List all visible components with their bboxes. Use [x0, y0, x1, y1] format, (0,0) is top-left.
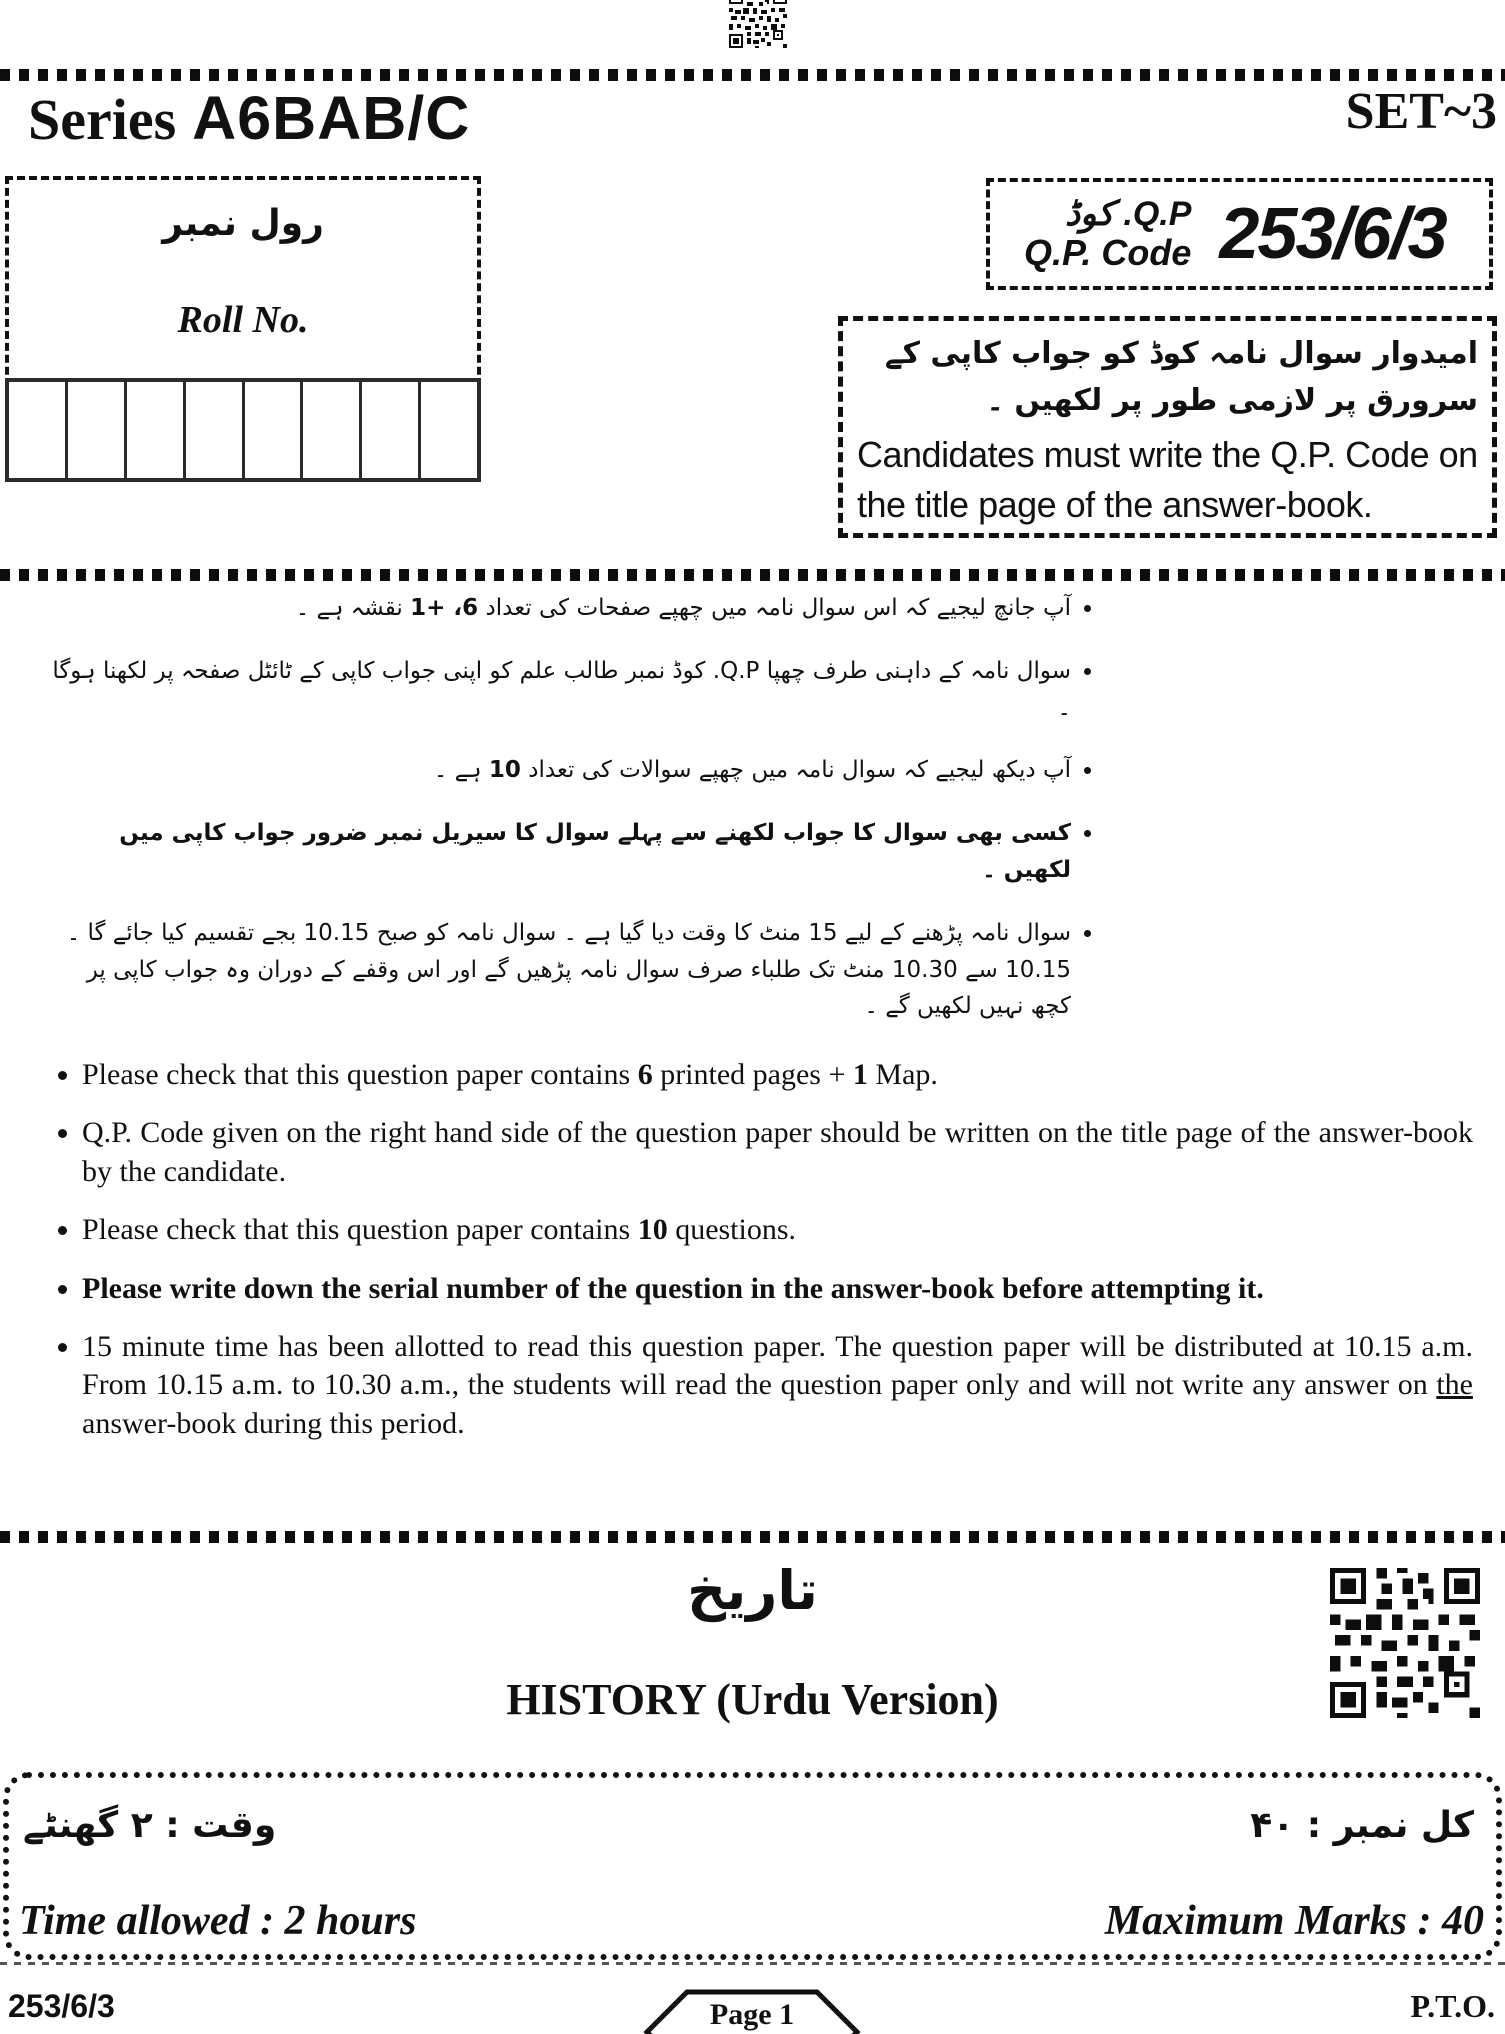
pto-label: P.T.O. — [1410, 1988, 1495, 2024]
instruction-item: • Q.P. Code given on the right hand side of the question paper should be written on the title page of the answer-book by the candidate. — [82, 1114, 1473, 1191]
series-header — [28, 84, 471, 152]
instruction-item: • Please check that this question paper contains 10 questions. — [82, 1211, 1473, 1249]
instruction-item: • آپ دیکھ لیجیے کہ سوال نامہ میں چھپے سوالات کی تعداد 10 ہے ۔ — [50, 752, 1071, 789]
dotted-divider-top — [0, 69, 1505, 81]
time-marks-box — [3, 1772, 1502, 1960]
roll-number-cells — [5, 378, 481, 482]
page-number-badge — [602, 1982, 902, 2034]
roll-digit-cell — [186, 382, 245, 478]
footer-divider — [0, 1962, 1505, 1965]
qp-code-label-urdu: Q.P. کوڈ — [1065, 194, 1192, 233]
roll-number-label: Roll No. — [177, 299, 309, 341]
roll-digit-cell — [245, 382, 304, 478]
instruction-item: • سوال نامہ کے داہنی طرف چھپا Q.P. کوڈ نمبر طالب علم کو اپنی جواب کاپی کے ٹائٹل صفحہ پر لکھنا ہوگا ۔ — [50, 653, 1071, 727]
roll-digit-cell — [362, 382, 421, 478]
qp-code-label: Q.P. Code — [1024, 231, 1192, 273]
qp-code-box — [986, 178, 1493, 290]
dotted-divider-header — [0, 569, 1505, 581]
subject-title: HISTORY (Urdu Version) — [506, 1675, 999, 1724]
series-code: A6BAB/C — [192, 84, 471, 152]
roll-number-box — [5, 176, 481, 482]
instruction-item: • سوال نامہ پڑھنے کے لیے 15 منٹ کا وقت دیا گیا ہے ۔ سوال نامہ کو صبح 10.15 بجے تقسیم کیا جائے گا ۔ 10.15 سے 10.30 منٹ تک طلباء صرف سوال نامہ پڑھیں گے اور اس وقفے کے دوران وہ جواب کاپی پر کچھ نہیں لکھیں گے ۔ — [50, 915, 1071, 1025]
qr-code-icon — [727, 0, 789, 48]
total-marks-urdu: کل نمبر : ۴۰ — [1250, 1805, 1474, 1846]
candidates-note-urdu: امیدوار سوال نامہ کوڈ کو جواب کاپی کے سرورق پر لازمی طور پر لکھیں ۔ — [884, 336, 1478, 418]
time-allowed-urdu: وقت : ۲ گھنٹے — [23, 1805, 277, 1846]
instruction-item: • کسی بھی سوال کا جواب لکھنے سے پہلے سوال کا سیریل نمبر ضرور جواب کاپی میں لکھیں ۔ — [50, 815, 1071, 889]
roll-digit-cell — [303, 382, 362, 478]
subject-title-urdu: تاریخ — [687, 1559, 818, 1622]
qp-code-value: 253/6/3 — [1219, 194, 1446, 274]
dotted-divider-subject — [0, 1531, 1505, 1543]
set-number: SET~3 — [1345, 83, 1497, 140]
urdu-instructions-list — [50, 590, 1105, 1051]
series-label: Series — [28, 87, 177, 152]
candidates-note-box — [838, 316, 1497, 538]
qr-code-icon — [1330, 1568, 1480, 1718]
time-allowed: Time allowed : 2 hours — [19, 1897, 417, 1944]
roll-number-label-urdu: رول نمبر — [162, 203, 324, 244]
instruction-item: • 15 minute time has been allotted to read this question paper. The question paper will be distributed at 10.15 a.m. From 10.15 a.m. to 10.30 a.m., the students will read the question paper only and will not write any answer on the answer-book during this period. — [82, 1328, 1473, 1443]
candidates-note: Candidates must write the Q.P. Code on the title page of the answer-book. — [857, 434, 1478, 526]
instruction-item: • Please check that this question paper contains 6 printed pages + 1 Map. — [82, 1056, 1473, 1094]
instruction-item: • Please write down the serial number of the question in the answer-book before attempting it. — [82, 1270, 1473, 1308]
roll-digit-cell — [127, 382, 186, 478]
instruction-item: • آپ جانچ لیجیے کہ اس سوال نامہ میں چھپے صفحات کی تعداد 6، +1 نقشہ ہے ۔ — [50, 590, 1071, 627]
page-number-label: Page 1 — [709, 1998, 795, 2031]
roll-digit-cell — [68, 382, 127, 478]
english-instructions-list — [30, 1056, 1473, 1463]
footer-paper-code: 253/6/3 — [8, 1988, 115, 2024]
maximum-marks: Maximum Marks : 40 — [1104, 1897, 1484, 1944]
qp-code-labels — [1024, 196, 1191, 273]
roll-digit-cell — [421, 382, 477, 478]
roll-digit-cell — [9, 382, 68, 478]
